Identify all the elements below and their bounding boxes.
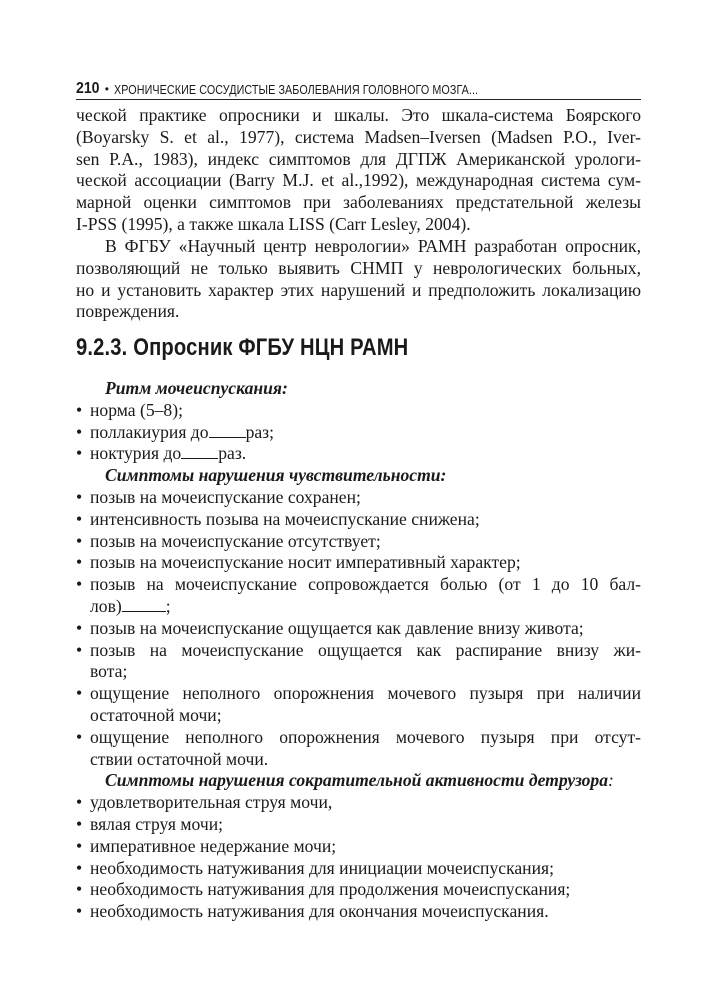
list-item-text: норма (5–8);	[90, 399, 183, 420]
list-item-text: позыв на мочеиспускание сопровождается болью (от 1 до 10 бал-	[90, 574, 641, 595]
list-item-text: лов)	[90, 595, 122, 616]
subsection-title-sensitivity: Симптомы нарушения чувствительности:	[105, 465, 447, 486]
list-item	[76, 836, 641, 858]
list-item	[76, 879, 641, 901]
list-item-text: вялая струя мочи;	[90, 813, 224, 834]
bullet: •	[76, 726, 83, 747]
list-item	[76, 683, 641, 727]
bullet: •	[76, 683, 83, 704]
subsection-title-colon: :	[608, 770, 614, 791]
bullet: •	[76, 879, 83, 900]
list-item	[76, 443, 641, 465]
list-item-text: позыв на мочеиспускание сохранен;	[90, 486, 361, 507]
bullet: •	[76, 421, 83, 442]
questionnaire	[76, 378, 641, 923]
bullet: •	[76, 443, 83, 464]
subsection-title-text: Симптомы нарушения сократительной активности детрузора	[105, 770, 609, 791]
bullet: •	[76, 399, 83, 420]
list-item-text: позыв на мочеиспускание носит императивный характер;	[90, 552, 521, 573]
section-heading: 9.2.3. Опросник ФГБУ НЦН РАМН	[76, 334, 409, 361]
running-header	[76, 76, 641, 98]
paragraph-line: но и установить характер этих нарушений и предположить локализацию	[76, 279, 641, 300]
bullet: •	[76, 530, 83, 551]
subsection-title-rhythm: Ритм мочеиспускания:	[105, 378, 288, 398]
paragraph-line: I-PSS (1995), а также шкала LISS (Carr Lesley, 2004).	[76, 213, 471, 234]
bullet: •	[76, 813, 83, 834]
list-item	[76, 640, 641, 684]
paragraph-line: sen P.A., 1983), индекс симптомов для ДГПЖ Американской урологи-	[76, 148, 641, 169]
list-item	[76, 618, 641, 640]
list-item-text: необходимость натуживания для инициации мочеиспускания;	[90, 857, 554, 878]
list-item	[76, 858, 641, 880]
list-item	[76, 487, 641, 509]
bullet: •	[76, 574, 83, 595]
running-title: ХРОНИЧЕСКИЕ СОСУДИСТЫЕ ЗАБОЛЕВАНИЯ ГОЛОВНОГО МОЗГА...	[113, 83, 479, 97]
list-item-text: позыв на мочеиспускание отсутствует;	[90, 530, 381, 551]
list-item-text: удовлетворительная струя мочи,	[90, 792, 333, 813]
list-item	[76, 727, 641, 771]
fill-in-blank[interactable]	[122, 596, 166, 612]
paragraph-line: марной оценки симптомов при заболеваниях предстательной железы	[76, 192, 641, 213]
bullet: •	[76, 901, 83, 922]
list-item-text: вота;	[90, 661, 128, 682]
bullet: •	[76, 486, 83, 507]
intro-paragraph-2	[76, 236, 641, 323]
list-item	[76, 400, 641, 422]
list-item-text: ноктурия до	[90, 443, 182, 464]
list-item	[76, 552, 641, 574]
list-item-text: необходимость натуживания для продолжения мочеиспускания;	[90, 879, 571, 900]
page-number: 210	[76, 80, 100, 97]
bullet: •	[76, 639, 83, 660]
header-rule	[76, 99, 641, 100]
list-item-text: ствии остаточной мочи.	[90, 748, 269, 769]
list-item-text: поллакиурия до	[90, 421, 209, 442]
paragraph-line: ческой ассоциации (Barry M.J. et al.,1992), международная система сум-	[76, 170, 641, 191]
paragraph-line: повреждения.	[76, 301, 180, 322]
intro-paragraph-1	[76, 105, 641, 236]
list-item-text: раз.	[218, 443, 247, 464]
subsection-title-detrusor	[76, 770, 641, 792]
list-item-text: ощущение неполного опорожнения мочевого пузыря при отсут-	[90, 726, 641, 747]
list-item-text: позыв на мочеиспускание ощущается как давление внизу живота;	[90, 617, 584, 638]
paragraph-line: ческой практике опросники и шкалы. Это шкала-система Боярского	[76, 105, 641, 125]
list-item-text-tail	[90, 596, 641, 618]
fill-in-blank[interactable]	[181, 443, 218, 459]
list-item	[76, 792, 641, 814]
paragraph-line: позволяющий не только выявить СНМП у неврологических больных,	[76, 257, 641, 278]
list-item-text: раз;	[245, 421, 275, 442]
list-item-text: интенсивность позыва на мочеиспускание снижена;	[90, 508, 480, 529]
list-item-text: ощущение неполного опорожнения мочевого пузыря при наличии	[90, 683, 641, 704]
bullet: •	[76, 617, 83, 638]
list-item-text: императивное недержание мочи;	[90, 835, 337, 856]
list-item	[76, 422, 641, 444]
bullet: •	[76, 508, 83, 529]
header-bullet: •	[104, 82, 109, 96]
list-item-text: позыв на мочеиспускание ощущается как распирание внизу жи-	[90, 639, 641, 660]
list-item	[76, 814, 641, 836]
list-item-text: остаточной мочи;	[90, 704, 222, 725]
bullet: •	[76, 857, 83, 878]
list-item-text: необходимость натуживания для окончания мочеиспускания.	[90, 901, 549, 922]
list-item	[76, 509, 641, 531]
bullet: •	[76, 792, 83, 813]
bullet: •	[76, 835, 83, 856]
bullet: •	[76, 552, 83, 573]
paragraph-line: В ФГБУ «Научный центр неврологии» РАМН разработан опросник,	[105, 236, 641, 256]
list-item-text: ;	[165, 595, 171, 616]
fill-in-blank[interactable]	[209, 422, 246, 438]
list-item	[76, 901, 641, 923]
list-item	[76, 531, 641, 553]
paragraph-line: (Boyarsky S. et al., 1977), система Madsen–Iversen (Madsen P.O., Iver-	[76, 126, 641, 147]
list-item	[76, 574, 641, 618]
